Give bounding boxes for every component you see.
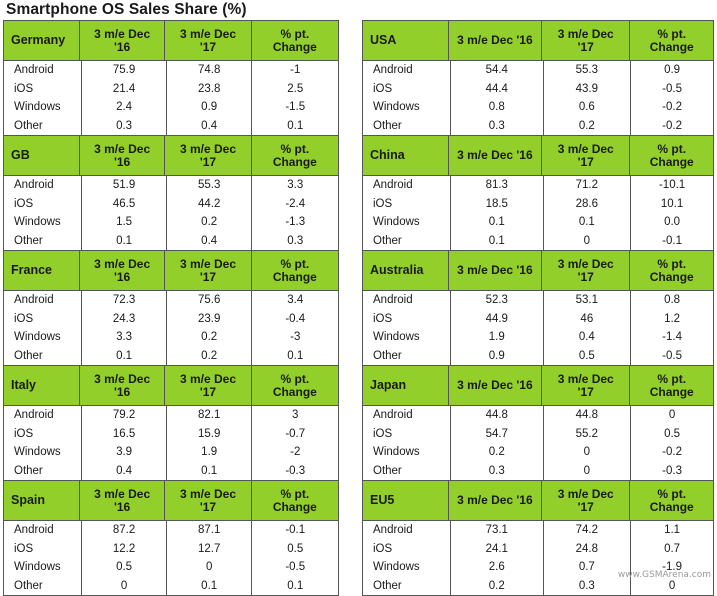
data-cell: 87.1: [167, 521, 253, 540]
data-cell: 51.9: [82, 176, 167, 195]
region-header: [363, 366, 713, 406]
region-header: [4, 366, 338, 406]
column-header: 3 m/e Dec '17: [542, 366, 630, 405]
column-header: 3 m/e Dec '16: [449, 136, 542, 175]
data-cell: 0.2: [451, 443, 543, 462]
region-name: Australia: [363, 251, 449, 290]
table-row: [4, 80, 338, 99]
table-row: [4, 443, 338, 462]
data-cell: 44.4: [451, 80, 543, 99]
table-row: [363, 328, 713, 347]
data-cell: -0.1: [285, 524, 306, 537]
data-cell: 0.1: [167, 577, 253, 596]
table-row: [363, 61, 713, 80]
data-cell: -0.3: [285, 464, 306, 477]
os-label: Android: [4, 291, 82, 310]
data-cell: 0.4: [167, 117, 253, 136]
data-cell: 52.3: [451, 291, 543, 310]
data-cell: 0.1: [287, 579, 304, 592]
data-cell: 0.6: [544, 98, 632, 117]
column-header: % pt. Change: [649, 371, 694, 399]
os-label: Other: [4, 462, 82, 481]
data-cell: 1.1: [664, 524, 681, 537]
os-label: Android: [4, 521, 82, 540]
data-cell: 53.1: [544, 291, 632, 310]
os-label: Windows: [4, 213, 82, 232]
data-cell: -0.2: [662, 119, 682, 132]
data-cell: 0: [544, 232, 632, 251]
data-cell: 0.7: [664, 542, 681, 555]
table-row: [363, 195, 713, 214]
data-cell: 0.9: [167, 98, 253, 117]
table-row: [4, 425, 338, 444]
column-header: % pt. Change: [649, 486, 694, 514]
data-cell: 15.9: [167, 425, 253, 444]
region-header: [363, 251, 713, 291]
os-label: Windows: [363, 98, 451, 117]
data-cell: 3.9: [82, 443, 167, 462]
data-cell: 0.2: [451, 577, 543, 596]
os-label: iOS: [4, 310, 82, 329]
data-cell: 44.2: [167, 195, 253, 214]
table-row: [363, 98, 713, 117]
os-label: iOS: [363, 540, 451, 559]
os-label: iOS: [363, 80, 451, 99]
region-table-china: [362, 135, 714, 250]
data-cell: 79.2: [82, 406, 167, 425]
data-cell: 0.1: [287, 119, 304, 132]
os-label: Windows: [4, 98, 82, 117]
os-label: Windows: [4, 328, 82, 347]
os-label: Android: [363, 406, 451, 425]
os-label: Android: [4, 176, 82, 195]
data-cell: 0.1: [82, 232, 167, 251]
column-header: 3 m/e Dec '17: [165, 366, 251, 405]
region-header: [4, 481, 338, 521]
region-table-france: [3, 250, 339, 365]
data-cell: 55.2: [544, 425, 632, 444]
data-cell: 0: [668, 409, 676, 422]
data-cell: 0.3: [287, 234, 304, 247]
os-label: Windows: [4, 558, 82, 577]
table-row: [4, 176, 338, 195]
data-cell: 16.5: [82, 425, 167, 444]
os-label: Windows: [363, 213, 451, 232]
data-cell: 0.1: [544, 213, 632, 232]
data-cell: 0.2: [544, 117, 632, 136]
data-cell: 0.5: [664, 427, 681, 440]
data-cell: 0.5: [287, 542, 304, 555]
table-row: [363, 521, 713, 540]
right-column: [362, 20, 714, 596]
data-cell: 0.3: [451, 462, 543, 481]
data-cell: 82.1: [167, 406, 253, 425]
data-cell: 18.5: [451, 195, 543, 214]
data-cell: -0.5: [285, 561, 306, 574]
column-header: 3 m/e Dec '16: [80, 251, 165, 290]
data-cell: 0.2: [167, 347, 253, 366]
table-row: [4, 310, 338, 329]
region-name: France: [4, 251, 80, 290]
data-cell: 12.2: [82, 540, 167, 559]
table-row: [4, 406, 338, 425]
data-cell: 2.6: [451, 558, 543, 577]
data-cell: 2.4: [82, 98, 167, 117]
data-cell: 46: [544, 310, 632, 329]
column-header: 3 m/e Dec '17: [165, 136, 251, 175]
region-table-australia: [362, 250, 714, 365]
data-cell: 1.9: [451, 328, 543, 347]
data-cell: 54.4: [451, 61, 543, 80]
data-cell: 10.1: [660, 197, 684, 210]
region-name: Spain: [4, 481, 80, 520]
region-name: Italy: [4, 366, 80, 405]
data-cell: -3: [290, 331, 301, 344]
data-cell: -0.7: [285, 427, 306, 440]
data-cell: 0.1: [82, 347, 167, 366]
data-cell: 3: [292, 409, 299, 422]
data-cell: -1.9: [662, 561, 682, 574]
os-label: Android: [363, 521, 451, 540]
region-table-spain: [3, 480, 339, 596]
data-cell: 1.9: [167, 443, 253, 462]
column-header: 3 m/e Dec '17: [165, 481, 251, 520]
watermark: www.GSMArena.com: [617, 570, 711, 580]
data-cell: 0.9: [664, 64, 681, 77]
data-cell: 81.3: [451, 176, 543, 195]
table-row: [363, 443, 713, 462]
table-row: [4, 291, 338, 310]
table-row: [363, 347, 713, 366]
region-name: USA: [363, 21, 449, 60]
os-label: Windows: [363, 558, 451, 577]
region-name: Germany: [4, 21, 80, 60]
data-cell: -10.1: [658, 179, 686, 192]
table-row: [363, 117, 713, 136]
table-row: [363, 232, 713, 251]
data-cell: 0.7: [544, 558, 632, 577]
data-cell: 0.2: [167, 213, 253, 232]
column-header: 3 m/e Dec '17: [542, 21, 630, 60]
table-row: [4, 521, 338, 540]
page-title: Smartphone OS Sales Share (%): [6, 1, 247, 18]
data-cell: -2.4: [285, 197, 306, 210]
data-cell: -0.5: [662, 82, 682, 95]
table-row: [4, 61, 338, 80]
column-header: 3 m/e Dec '17: [165, 251, 251, 290]
left-column: [3, 20, 339, 596]
data-cell: 23.9: [167, 310, 253, 329]
data-cell: 3.4: [287, 294, 304, 307]
column-header: 3 m/e Dec '16: [80, 136, 165, 175]
os-label: Other: [363, 347, 451, 366]
data-cell: -0.2: [662, 446, 682, 459]
table-row: [4, 577, 338, 596]
region-header: [363, 21, 713, 61]
table-row: [363, 176, 713, 195]
column-header: 3 m/e Dec '16: [449, 21, 542, 60]
column-header: 3 m/e Dec '16: [80, 366, 165, 405]
data-cell: 72.3: [82, 291, 167, 310]
table-row: [363, 291, 713, 310]
data-cell: 2.5: [287, 82, 304, 95]
table-row: [4, 462, 338, 481]
data-cell: 0.9: [451, 347, 543, 366]
os-label: Other: [4, 117, 82, 136]
os-label: Other: [363, 232, 451, 251]
column-header: 3 m/e Dec '17: [542, 481, 630, 520]
region-table-usa: [362, 20, 714, 135]
column-header: 3 m/e Dec '16: [449, 366, 542, 405]
column-header: % pt. Change: [272, 486, 317, 514]
region-name: GB: [4, 136, 80, 175]
column-header: % pt. Change: [649, 141, 694, 169]
table-row: [4, 232, 338, 251]
data-cell: 0.3: [544, 577, 632, 596]
region-name: Japan: [363, 366, 449, 405]
data-cell: 87.2: [82, 521, 167, 540]
column-header: % pt. Change: [272, 26, 317, 54]
data-cell: -1: [290, 64, 301, 77]
data-cell: -0.4: [285, 312, 306, 325]
data-cell: 75.9: [82, 61, 167, 80]
os-label: Windows: [363, 443, 451, 462]
data-cell: 46.5: [82, 195, 167, 214]
data-cell: 3.3: [82, 328, 167, 347]
data-cell: -2: [290, 446, 301, 459]
data-cell: 12.7: [167, 540, 253, 559]
os-label: Android: [363, 291, 451, 310]
data-cell: 24.8: [544, 540, 632, 559]
table-row: [4, 347, 338, 366]
os-label: iOS: [363, 195, 451, 214]
column-header: % pt. Change: [272, 256, 317, 284]
column-header: 3 m/e Dec '16: [80, 481, 165, 520]
os-label: Android: [4, 61, 82, 80]
os-label: iOS: [4, 195, 82, 214]
region-table-germany: [3, 20, 339, 135]
data-cell: 0.8: [451, 98, 543, 117]
table-row: [363, 310, 713, 329]
region-header: [363, 136, 713, 176]
data-cell: 21.4: [82, 80, 167, 99]
table-row: [363, 462, 713, 481]
data-cell: 23.8: [167, 80, 253, 99]
data-cell: -1.5: [285, 101, 306, 114]
data-cell: 24.3: [82, 310, 167, 329]
data-cell: 1.5: [82, 213, 167, 232]
column-header: % pt. Change: [649, 26, 694, 54]
data-cell: 0.5: [544, 347, 632, 366]
data-cell: -1.3: [285, 216, 306, 229]
column-header: % pt. Change: [649, 256, 694, 284]
table-row: [363, 425, 713, 444]
os-label: Android: [363, 61, 451, 80]
data-cell: 0.1: [451, 213, 543, 232]
data-cell: 0.4: [82, 462, 167, 481]
data-cell: 0: [544, 443, 632, 462]
data-cell: 0: [82, 577, 167, 596]
data-cell: 75.6: [167, 291, 253, 310]
os-label: iOS: [4, 80, 82, 99]
table-row: [363, 540, 713, 559]
table-row: [4, 540, 338, 559]
table-row: [4, 117, 338, 136]
os-label: Other: [363, 117, 451, 136]
column-header: % pt. Change: [272, 141, 317, 169]
column-header: 3 m/e Dec '17: [542, 251, 630, 290]
data-cell: 24.1: [451, 540, 543, 559]
data-cell: -0.5: [662, 349, 682, 362]
table-row: [363, 406, 713, 425]
data-cell: 54.7: [451, 425, 543, 444]
os-label: iOS: [4, 540, 82, 559]
data-cell: 0.3: [451, 117, 543, 136]
column-header: 3 m/e Dec '17: [165, 21, 251, 60]
data-cell: 0.2: [167, 328, 253, 347]
os-label: Android: [363, 176, 451, 195]
data-cell: 55.3: [544, 61, 632, 80]
data-cell: 0.4: [167, 232, 253, 251]
column-header: 3 m/e Dec '16: [80, 21, 165, 60]
data-cell: 0: [167, 558, 253, 577]
column-header: 3 m/e Dec '16: [449, 481, 542, 520]
table-row: [363, 213, 713, 232]
os-label: iOS: [363, 425, 451, 444]
region-name: China: [363, 136, 449, 175]
data-cell: 0.5: [82, 558, 167, 577]
os-label: Other: [4, 347, 82, 366]
column-header: 3 m/e Dec '16: [449, 251, 542, 290]
data-cell: 0.4: [544, 328, 632, 347]
region-table-italy: [3, 365, 339, 480]
data-cell: 0.1: [287, 349, 304, 362]
column-header: % pt. Change: [272, 371, 317, 399]
data-cell: 74.2: [544, 521, 632, 540]
os-label: Other: [4, 577, 82, 596]
data-cell: -1.4: [662, 331, 682, 344]
table-row: [363, 80, 713, 99]
table-row: [4, 98, 338, 117]
data-cell: 0.8: [664, 294, 681, 307]
data-cell: 44.8: [544, 406, 632, 425]
data-cell: 0.1: [167, 462, 253, 481]
data-cell: 73.1: [451, 521, 543, 540]
region-header: [363, 481, 713, 521]
data-cell: 0.3: [82, 117, 167, 136]
os-label: Other: [4, 232, 82, 251]
region-header: [4, 21, 338, 61]
region-table-gb: [3, 135, 339, 250]
data-cell: 55.3: [167, 176, 253, 195]
table-row: [4, 558, 338, 577]
data-cell: -0.3: [662, 464, 682, 477]
data-cell: 74.8: [167, 61, 253, 80]
column-header: 3 m/e Dec '17: [542, 136, 630, 175]
data-cell: -0.2: [662, 101, 682, 114]
data-cell: 3.3: [287, 179, 304, 192]
region-header: [4, 251, 338, 291]
os-label: Android: [4, 406, 82, 425]
data-cell: 28.6: [544, 195, 632, 214]
data-cell: 0: [544, 462, 632, 481]
region-name: EU5: [363, 481, 449, 520]
region-table-japan: [362, 365, 714, 480]
table-row: [4, 328, 338, 347]
data-cell: 0: [668, 579, 676, 592]
data-cell: 1.2: [664, 312, 681, 325]
table-row: [4, 213, 338, 232]
os-label: Windows: [4, 443, 82, 462]
table-row: [4, 195, 338, 214]
data-cell: 44.9: [451, 310, 543, 329]
os-label: Other: [363, 462, 451, 481]
data-cell: 43.9: [544, 80, 632, 99]
os-label: Other: [363, 577, 451, 596]
data-cell: 0.0: [664, 216, 681, 229]
data-cell: 71.2: [544, 176, 632, 195]
data-cell: -0.1: [662, 234, 682, 247]
data-cell: 44.8: [451, 406, 543, 425]
os-label: Windows: [363, 328, 451, 347]
os-label: iOS: [4, 425, 82, 444]
data-cell: 0.1: [451, 232, 543, 251]
os-label: iOS: [363, 310, 451, 329]
region-header: [4, 136, 338, 176]
